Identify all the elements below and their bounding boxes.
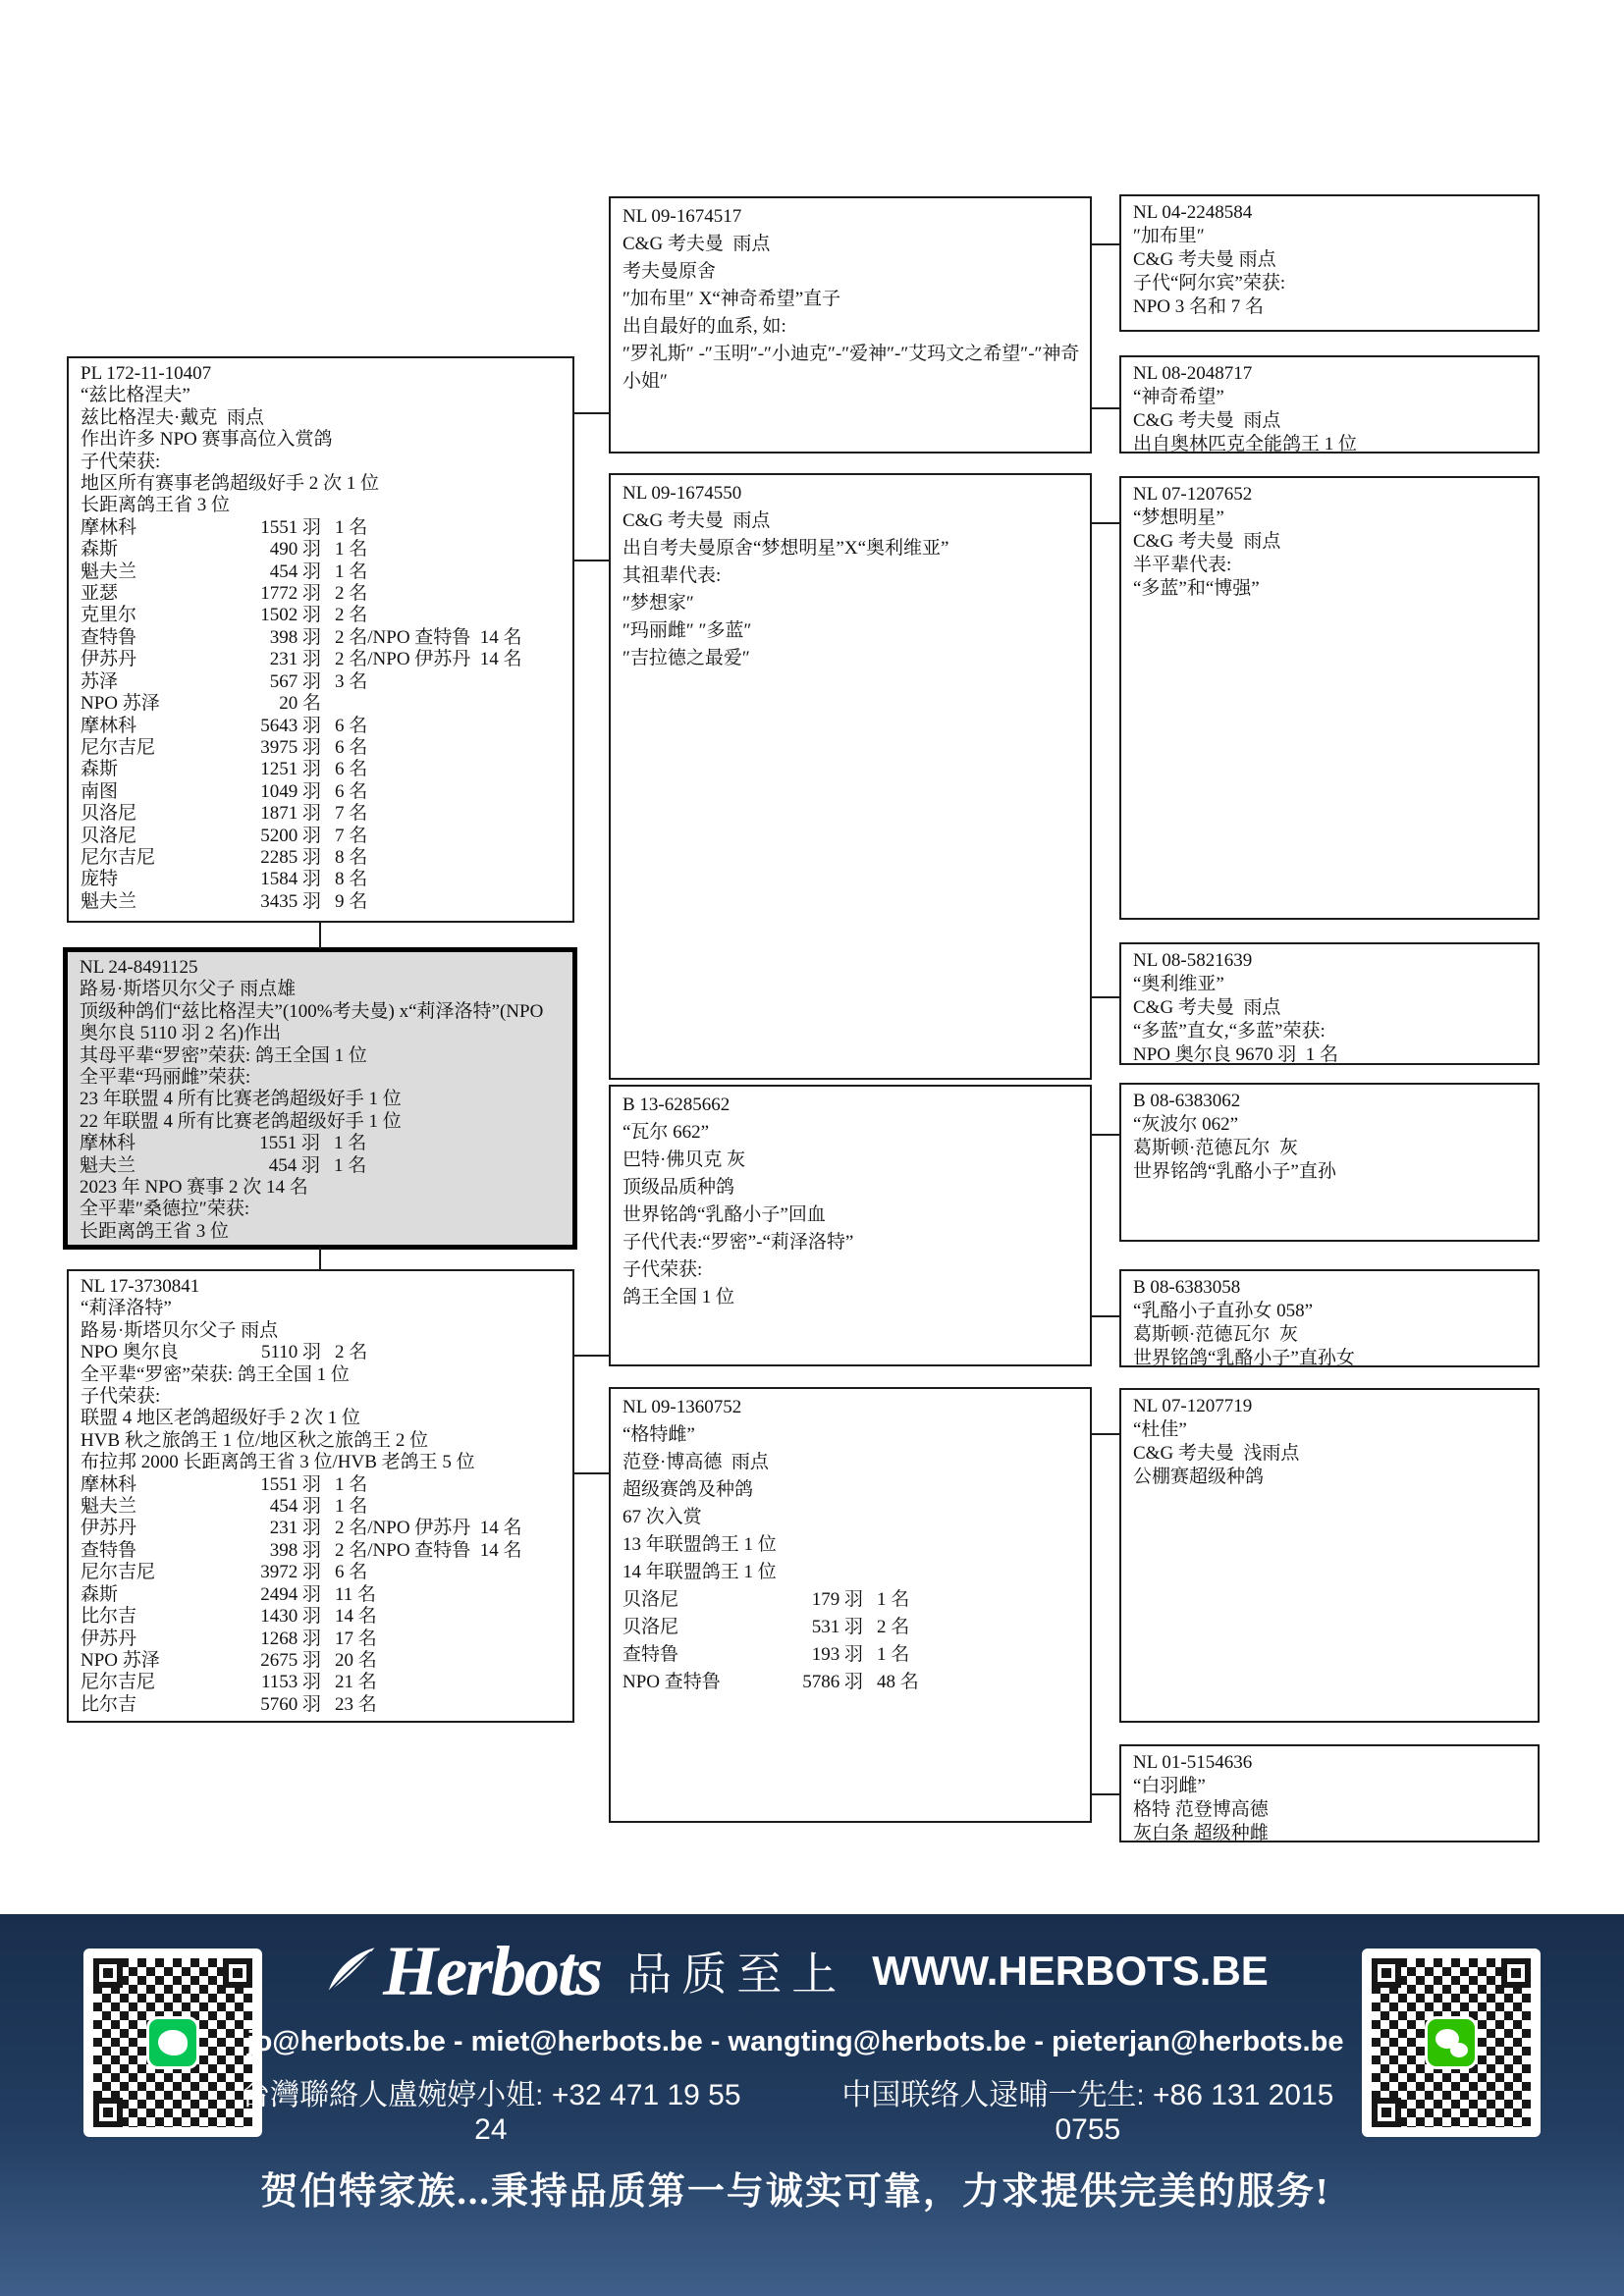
result-cell: 魁夫兰 <box>80 1154 136 1176</box>
pedigree-text-line <box>81 1672 563 1693</box>
pedigree-text-line: “神奇希望” <box>1133 387 1224 407</box>
pedigree-text-line: C&G 考夫曼 雨点 <box>1133 531 1281 552</box>
connector-line <box>574 412 611 414</box>
pedigree-text-line: 子代代表:“罗密”-“莉泽洛特” <box>623 1232 854 1253</box>
pedigree-text-line: NL 01-5154636 <box>1133 1752 1253 1773</box>
pedigree-box-maternal-grandmother <box>609 1387 1092 1823</box>
footer-website-link[interactable]: WWW.HERBOTS.BE <box>872 1948 1269 1994</box>
pedigree-text-line: 全平辈“罗密”荣获: 鸽王全国 1 位 <box>81 1363 350 1385</box>
pedigree-text-line <box>81 561 563 583</box>
result-cell: 3435 羽 <box>260 890 321 912</box>
pedigree-text-line: B 08-6383062 <box>1133 1091 1241 1111</box>
pedigree-text-line <box>80 1155 563 1177</box>
result-cell: 1584 羽 <box>260 869 321 890</box>
result-cell: 6 名 <box>335 736 368 758</box>
result-cell: 尼尔吉尼 <box>81 736 156 758</box>
result-cell: 1 名 <box>877 1589 910 1610</box>
result-cell: 比尔吉 <box>81 1606 137 1628</box>
result-cell: 尼尔吉尼 <box>81 1672 156 1693</box>
result-cell: 克里尔 <box>81 605 137 626</box>
pedigree-text-line <box>81 803 563 825</box>
connector-line <box>1092 1793 1119 1795</box>
pedigree-text-line: 子代“阿尔宾”荣获: <box>1133 273 1286 294</box>
pedigree-text-line: “莉泽洛特” <box>81 1298 172 1319</box>
result-cell: 2 名 <box>335 605 368 626</box>
pedigree-text-line <box>81 1629 563 1650</box>
line-app-icon <box>146 2016 199 2069</box>
result-cell: 6 名 <box>335 1562 368 1583</box>
pedigree-text-line <box>81 649 563 670</box>
wechat-qr-code <box>1362 1949 1541 2137</box>
connector-line <box>574 1355 611 1357</box>
result-cell: 亚瑟 <box>81 583 119 605</box>
pedigree-text-line <box>81 1496 563 1518</box>
result-cell: NPO 查特鲁 <box>623 1672 721 1692</box>
pedigree-text-line: 出自奥林匹克全能鸽王 1 位 <box>1133 434 1358 454</box>
result-cell: 567 羽 <box>269 670 321 692</box>
pedigree-text-line: NL 07-1207652 <box>1133 484 1253 505</box>
pedigree-text-line: NL 17-3730841 <box>81 1276 200 1297</box>
qr-finder-icon <box>1501 1958 1531 1988</box>
result-cell: 尼尔吉尼 <box>81 846 156 868</box>
result-cell: 6 名 <box>335 780 368 802</box>
connector-line <box>1092 522 1119 524</box>
result-cell: 2 名/NPO 查特鲁 14 名 <box>335 626 522 648</box>
connector-line <box>1092 1315 1119 1317</box>
pedigree-box-paternal-grandmother <box>609 473 1092 1080</box>
result-cell: 23 名 <box>335 1693 377 1715</box>
pedigree-text-line: 布拉邦 2000 长距离鸽王省 3 位/HVB 老鸽王 5 位 <box>81 1452 475 1473</box>
connector-line <box>319 1248 321 1271</box>
result-cell: 贝洛尼 <box>81 825 137 846</box>
contact-china: 中国联络人逯晡一先生: +86 131 2015 0755 <box>841 2079 1334 2146</box>
result-cell: 2 名 <box>877 1617 910 1637</box>
result-cell: 比尔吉 <box>81 1693 137 1715</box>
pedigree-text-line: C&G 考夫曼 雨点 <box>623 234 771 254</box>
pedigree-text-line: NL 09-1360752 <box>623 1397 742 1417</box>
pedigree-box-maternal-grandfather <box>609 1085 1092 1366</box>
result-cell: 7 名 <box>335 803 368 825</box>
pedigree-text-line: “奥利维亚” <box>1133 974 1224 994</box>
pedigree-text-line <box>623 1614 1080 1641</box>
pedigree-text-line <box>81 781 563 803</box>
pedigree-text-line: NL 07-1207719 <box>1133 1396 1253 1416</box>
pedigree-text-line: 长距离鸽王省 3 位 <box>80 1220 230 1242</box>
pedigree-text-line: 子代荣获: <box>81 1386 161 1408</box>
pedigree-text-line: “白羽雌” <box>1133 1776 1206 1796</box>
pedigree-text-line <box>81 1694 563 1716</box>
pedigree-text-line: 葛斯顿·范德瓦尔 灰 <box>1133 1324 1298 1345</box>
result-cell: 5643 羽 <box>260 715 321 736</box>
result-cell: 9 名 <box>335 890 368 912</box>
pedigree-text-line: 格特 范登博高德 <box>1133 1799 1269 1820</box>
brand-text: Herbots <box>383 1931 602 2010</box>
result-cell: 伊苏丹 <box>81 1628 137 1649</box>
result-cell: 1871 羽 <box>260 803 321 825</box>
result-cell: 魁夫兰 <box>81 1496 137 1518</box>
result-cell: 摩林科 <box>81 1473 137 1495</box>
pedigree-text-line <box>81 737 563 759</box>
result-cell: 查特鲁 <box>623 1644 679 1665</box>
result-cell: 531 羽 <box>811 1617 863 1637</box>
pedigree-text-line: “乳酪小子直孙女 058” <box>1133 1301 1314 1321</box>
result-cell: 7 名 <box>335 825 368 846</box>
pedigree-text-line: C&G 考夫曼 雨点 <box>1133 997 1281 1018</box>
pedigree-text-line: “多蓝”和“博强” <box>1133 578 1260 599</box>
result-cell: 398 羽 <box>269 626 321 648</box>
result-cell: 6 名 <box>335 715 368 736</box>
pedigree-box-subject <box>63 947 577 1250</box>
result-cell: 南图 <box>81 780 119 802</box>
pedigree-text-line: ″玛丽雌″ ″多蓝″ <box>623 620 752 641</box>
pedigree-text-line <box>81 583 563 605</box>
result-cell: 贝洛尼 <box>81 803 137 825</box>
footer-contacts <box>226 2070 1365 2147</box>
result-cell: 苏泽 <box>81 670 119 692</box>
pedigree-text-line: 出自考夫曼原舍“梦想明星”X“奥利维亚” <box>623 538 949 559</box>
pedigree-text-line: C&G 考夫曼 雨点 <box>623 510 771 531</box>
result-cell: 2 名/NPO 查特鲁 14 名 <box>335 1539 522 1561</box>
qr-finder-icon <box>93 1958 123 1988</box>
result-cell: 8 名 <box>335 846 368 868</box>
pedigree-text-line: 超级赛鸽及种鸽 <box>623 1479 754 1500</box>
result-cell: 20 名 <box>279 693 321 715</box>
result-cell: 1 名 <box>334 1154 367 1176</box>
pedigree-text-line: “杜佳” <box>1133 1419 1187 1440</box>
footer-content <box>226 1926 1365 2215</box>
pedigree-text-line: 公棚赛超级种鸽 <box>1133 1467 1265 1487</box>
pedigree-text-line: “瓦尔 662” <box>623 1122 710 1143</box>
wechat-app-icon <box>1425 2016 1478 2069</box>
pedigree-text-line: 地区所有赛事老鸽超级好手 2 次 1 位 <box>81 473 380 495</box>
pedigree-text-line: ″吉拉德之最爱″ <box>623 648 750 668</box>
result-cell: 454 羽 <box>269 561 321 582</box>
pedigree-text-line: C&G 考夫曼 浅雨点 <box>1133 1443 1300 1464</box>
pedigree-text-line <box>81 671 563 693</box>
result-cell: 454 羽 <box>268 1154 320 1176</box>
pedigree-text-line <box>80 1133 563 1154</box>
pedigree-box-great-grandparent-3 <box>1119 476 1540 920</box>
pedigree-text-line: PL 172-11-10407 <box>81 363 212 384</box>
result-cell: 231 羽 <box>269 649 321 670</box>
pedigree-text-line: C&G 考夫曼 雨点 <box>1133 410 1281 431</box>
result-cell: 6 名 <box>335 759 368 780</box>
pedigree-box-mother <box>67 1269 574 1723</box>
pedigree-text-line: NL 09-1674550 <box>623 483 742 504</box>
pedigree-text-line: 长距离鸽王省 3 位 <box>81 495 231 516</box>
footer-tagline: 品质至上 <box>626 1949 847 2000</box>
result-cell: 1772 羽 <box>260 583 321 605</box>
connector-line <box>574 1472 611 1474</box>
result-cell: 1 名 <box>877 1644 910 1665</box>
result-cell: 490 羽 <box>269 539 321 561</box>
result-cell: 3 名 <box>335 670 368 692</box>
result-cell: 5760 羽 <box>260 1693 321 1715</box>
qr-finder-icon <box>1372 2098 1401 2127</box>
pedigree-text-line: “多蓝”直女,“多蓝”荣获: <box>1133 1021 1326 1041</box>
pedigree-text-line: 世界铭鸽“乳酪小子”回血 <box>623 1204 826 1225</box>
footer-logo-row <box>226 1926 1365 2016</box>
pedigree-box-great-grandparent-6 <box>1119 1269 1540 1367</box>
result-cell: 伊苏丹 <box>81 1518 137 1539</box>
pedigree-text-line <box>81 847 563 869</box>
qr-pattern <box>1372 1958 1531 2127</box>
result-cell: 1049 羽 <box>260 780 321 802</box>
pedigree-text-line <box>81 1540 563 1562</box>
result-cell: 1551 羽 <box>260 1473 321 1495</box>
result-cell: 摩林科 <box>81 516 137 538</box>
pedigree-text-line: 全平辈“玛丽雌”荣获: <box>80 1067 251 1089</box>
result-cell: 查特鲁 <box>81 1539 137 1561</box>
pedigree-box-father <box>67 356 574 923</box>
connector-line <box>319 923 321 949</box>
pedigree-text-line: 2023 年 NPO 赛事 2 次 14 名 <box>80 1177 308 1199</box>
pedigree-text-line <box>81 1518 563 1539</box>
qr-finder-icon <box>1372 1958 1401 1988</box>
pedigree-box-great-grandparent-8 <box>1119 1744 1540 1842</box>
contact-taiwan: 台灣聯絡人盧婉婷小姐: +32 471 19 55 24 <box>241 2079 741 2146</box>
connector-line <box>1092 243 1119 245</box>
pedigree-text-line: 联盟 4 地区老鸽超级好手 2 次 1 位 <box>81 1408 361 1429</box>
result-cell: 2 名/NPO 伊苏丹 14 名 <box>335 1518 522 1539</box>
pedigree-text-line <box>81 539 563 561</box>
result-cell: 森斯 <box>81 759 119 780</box>
pedigree-text-line: 出自最好的血系, 如: <box>623 316 786 337</box>
pedigree-text-line: NPO 3 名和 7 名 <box>1133 296 1265 317</box>
pedigree-text-line: “格特雌” <box>623 1424 695 1445</box>
pedigree-text-line: 子代荣获: <box>81 451 161 472</box>
pedigree-text-line: ″加布里″ X“神奇希望”直子 <box>623 289 841 309</box>
result-cell: 1 名 <box>334 1133 367 1154</box>
pedigree-text-line <box>81 869 563 890</box>
result-cell: 2 名 <box>335 1342 368 1363</box>
connector-line <box>1092 1134 1119 1136</box>
pedigree-text-line <box>81 1650 563 1672</box>
pedigree-text-line: 半平辈代表: <box>1133 555 1232 575</box>
result-cell: 贝洛尼 <box>623 1589 679 1610</box>
pedigree-box-great-grandparent-2 <box>1119 355 1540 454</box>
pedigree-text-line: NL 24-8491125 <box>80 957 198 978</box>
pedigree-text-line <box>81 759 563 780</box>
result-cell: 1551 羽 <box>259 1133 320 1154</box>
result-cell: 5110 羽 <box>260 1342 321 1363</box>
result-cell: 伊苏丹 <box>81 649 137 670</box>
pedigree-text-line: “梦想明星” <box>1133 507 1224 528</box>
result-cell: 20 名 <box>335 1649 377 1671</box>
result-cell: 1 名 <box>335 1473 368 1495</box>
pedigree-text-line: ″加布里″ <box>1133 226 1205 246</box>
pedigree-text-line: 67 次入赏 <box>623 1507 702 1527</box>
result-cell: 17 名 <box>335 1628 377 1649</box>
pedigree-text-line: 顶级种鸽们“兹比格涅夫”(100%考夫曼) x“莉泽洛特”(NPO 奥尔良 5110 羽 2 名)作出 <box>80 1000 549 1044</box>
result-cell: 森斯 <box>81 539 119 561</box>
pedigree-text-line: 路易·斯塔贝尔父子 雨点雄 <box>80 979 297 1000</box>
pedigree-text-line: NL 09-1674517 <box>623 206 742 227</box>
result-cell: NPO 苏泽 <box>81 693 160 715</box>
pedigree-text-line: HVB 秋之旅鸽王 1 位/地区秋之旅鸽王 2 位 <box>81 1429 429 1451</box>
footer-slogan: 贺伯特家族...秉持品质第一与诚实可靠，力求提供完美的服务! <box>260 2171 1330 2213</box>
pedigree-text-line: 鸽王全国 1 位 <box>623 1287 735 1308</box>
qr-finder-icon <box>93 2098 123 2127</box>
pedigree-text-line: 其母平辈“罗密”荣获: 鸽王全国 1 位 <box>80 1044 367 1066</box>
result-cell: 5786 羽 <box>802 1672 863 1692</box>
result-cell: 2 名/NPO 伊苏丹 14 名 <box>335 649 522 670</box>
result-cell: 1 名 <box>335 516 368 538</box>
pedigree-text-line: NPO 奥尔良 9670 羽 1 名 <box>1133 1044 1339 1065</box>
pedigree-text-line: 世界铭鸽“乳酪小子”直孙女 <box>1133 1348 1355 1367</box>
result-cell: 森斯 <box>81 1583 119 1605</box>
result-cell: 1251 羽 <box>260 759 321 780</box>
footer-banner <box>0 1914 1624 2296</box>
pedigree-text-line: 灰白条 超级种雌 <box>1133 1823 1269 1842</box>
pedigree-text-line: NL 08-5821639 <box>1133 950 1253 971</box>
result-cell: 魁夫兰 <box>81 561 137 582</box>
pedigree-text-line: 巴特·佛贝克 灰 <box>623 1149 746 1170</box>
pedigree-box-paternal-grandfather <box>609 196 1092 454</box>
result-cell: 398 羽 <box>269 1539 321 1561</box>
result-cell: NPO 苏泽 <box>81 1649 160 1671</box>
pedigree-text-line: 子代荣获: <box>623 1259 703 1280</box>
pedigree-text-line: 范登·博高德 雨点 <box>623 1452 769 1472</box>
pedigree-text-line <box>623 1586 1080 1614</box>
pedigree-text-line: 23 年联盟 4 所有比赛老鸽超级好手 1 位 <box>80 1089 402 1110</box>
pedigree-text-line <box>81 716 563 737</box>
pedigree-text-line: 作出许多 NPO 赛事高位入赏鸽 <box>81 429 333 451</box>
pedigree-text-line: 顶级品质种鸽 <box>623 1177 735 1198</box>
herbots-logo <box>322 1931 601 2012</box>
result-cell: 48 名 <box>877 1672 919 1692</box>
pedigree-text-line: 路易·斯塔贝尔父子 雨点 <box>81 1319 279 1341</box>
result-cell: 21 名 <box>335 1672 377 1693</box>
pedigree-text-line <box>81 627 563 649</box>
pedigree-box-great-grandparent-5 <box>1119 1083 1540 1242</box>
result-cell: 魁夫兰 <box>81 890 137 912</box>
pedigree-box-great-grandparent-7 <box>1119 1388 1540 1723</box>
pedigree-text-line: 其祖辈代表: <box>623 565 722 586</box>
result-cell: 2 名 <box>335 583 368 605</box>
feather-icon <box>320 1946 381 1997</box>
result-cell: 8 名 <box>335 869 368 890</box>
pedigree-text-line <box>81 891 563 913</box>
result-cell: 1551 羽 <box>260 516 321 538</box>
pedigree-text-line <box>81 1584 563 1606</box>
result-cell: 2675 羽 <box>260 1649 321 1671</box>
pedigree-text-line <box>81 517 563 539</box>
pedigree-text-line: NL 08-2048717 <box>1133 363 1253 384</box>
pedigree-text-line <box>623 1669 1080 1696</box>
pedigree-text-line: ″梦想家″ <box>623 593 694 614</box>
pedigree-text-line: 世界铭鸽“乳酪小子”直孙 <box>1133 1161 1336 1182</box>
pedigree-text-line: C&G 考夫曼 雨点 <box>1133 249 1276 270</box>
pedigree-text-line <box>81 1562 563 1583</box>
connector-line <box>1092 1433 1119 1435</box>
pedigree-text-line: 全平辈″桑德拉″荣获: <box>80 1199 250 1220</box>
pedigree-text-line <box>623 1641 1080 1669</box>
result-cell: 231 羽 <box>269 1518 321 1539</box>
result-cell: 179 羽 <box>811 1589 863 1610</box>
footer-emails[interactable]: jo@herbots.be - miet@herbots.be - wangting@herbots.be - pieterjan@herbots.be <box>246 2026 1344 2057</box>
result-cell: 1 名 <box>335 539 368 561</box>
result-cell: 1268 羽 <box>260 1628 321 1649</box>
pedigree-text-line: “兹比格涅夫” <box>81 385 190 406</box>
result-cell: 摩林科 <box>80 1133 136 1154</box>
result-cell: 5200 羽 <box>260 825 321 846</box>
result-cell: 11 名 <box>335 1583 377 1605</box>
result-cell: 1 名 <box>335 1496 368 1518</box>
result-cell: 2494 羽 <box>260 1583 321 1605</box>
result-cell: 1 名 <box>335 561 368 582</box>
connector-line <box>1092 407 1119 409</box>
result-cell: 2285 羽 <box>260 846 321 868</box>
result-cell: 3972 羽 <box>260 1562 321 1583</box>
result-cell: 1430 羽 <box>260 1606 321 1628</box>
pedigree-box-great-grandparent-4 <box>1119 942 1540 1065</box>
pedigree-text-line <box>81 693 563 715</box>
connector-line <box>574 560 611 561</box>
pedigree-text-line: “灰波尔 062” <box>1133 1114 1239 1135</box>
pedigree-text-line: 葛斯顿·范德瓦尔 灰 <box>1133 1138 1298 1158</box>
pedigree-text-line: NL 04-2248584 <box>1133 202 1253 223</box>
pedigree-text-line <box>81 1606 563 1628</box>
pedigree-text-line: B 13-6285662 <box>623 1095 731 1115</box>
pedigree-text-line: 考夫曼原舍 <box>623 261 717 282</box>
pedigree-text-line: ″罗礼斯″ -″玉明″-″小迪克″-″爱神″-″艾玛文之希望″-″神奇小姐″ <box>623 344 1080 392</box>
result-cell: 查特鲁 <box>81 626 137 648</box>
pedigree-text-line: 22 年联盟 4 所有比赛老鸽超级好手 1 位 <box>80 1110 402 1132</box>
pedigree-text-line: 14 年联盟鸽王 1 位 <box>623 1562 777 1582</box>
result-cell: 庞特 <box>81 869 119 890</box>
pedigree-text-line <box>81 1342 563 1363</box>
pedigree-text-line: B 08-6383058 <box>1133 1277 1241 1298</box>
result-cell: 14 名 <box>335 1606 377 1628</box>
result-cell: 尼尔吉尼 <box>81 1562 156 1583</box>
result-cell: 1153 羽 <box>260 1672 321 1693</box>
pedigree-text-line <box>81 826 563 847</box>
result-cell: 193 羽 <box>811 1644 863 1665</box>
result-cell: 454 羽 <box>269 1496 321 1518</box>
connector-line <box>1092 996 1119 998</box>
pedigree-text-line: 兹比格涅夫·戴克 雨点 <box>81 406 264 428</box>
pedigree-text-line <box>81 605 563 626</box>
result-cell: 1502 羽 <box>260 605 321 626</box>
result-cell: 3975 羽 <box>260 736 321 758</box>
pedigree-text-line <box>81 1474 563 1496</box>
pedigree-box-great-grandparent-1 <box>1119 194 1540 332</box>
result-cell: 摩林科 <box>81 715 137 736</box>
result-cell: NPO 奥尔良 <box>81 1342 179 1363</box>
result-cell: 贝洛尼 <box>623 1617 679 1637</box>
pedigree-text-line: 13 年联盟鸽王 1 位 <box>623 1534 777 1555</box>
